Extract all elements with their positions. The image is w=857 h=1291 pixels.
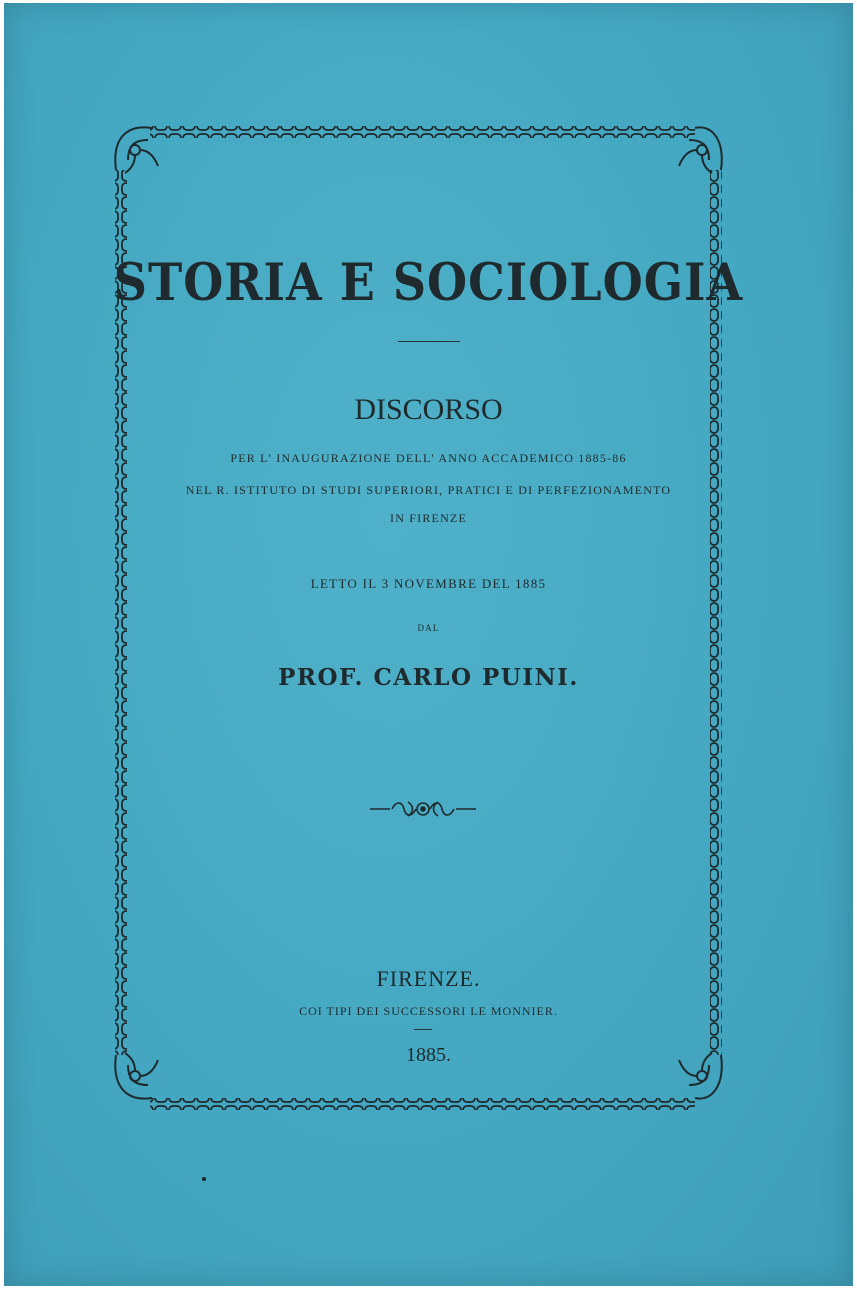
author: PROF. CARLO PUINI. [278, 664, 579, 691]
occasion-line-1: PER L' INAUGURAZIONE DELL' ANNO ACCADEMICO 1885-86 [230, 451, 627, 465]
paper-spot [202, 1177, 206, 1181]
publisher: COI TIPI DEI SUCCESSORI LE MONNIER. [299, 1004, 558, 1018]
by-label: DAL [417, 623, 440, 633]
publisher-rule [414, 1029, 432, 1030]
occasion-line-2: NEL R. ISTITUTO DI STUDI SUPERIORI, PRATICI E DI PERFEZIONAMENTO [185, 483, 672, 497]
subtitle: DISCORSO [354, 393, 503, 426]
title: STORIA E SOCIOLOGIA [113, 251, 744, 313]
year: 1885. [406, 1044, 451, 1066]
city: FIRENZE. [376, 966, 481, 991]
reading-date: LETTO IL 3 NOVEMBRE DEL 1885 [310, 576, 547, 591]
occasion-line-3: IN FIRENZE [390, 511, 467, 525]
floral-vignette-icon [368, 796, 478, 822]
title-rule [398, 341, 460, 342]
